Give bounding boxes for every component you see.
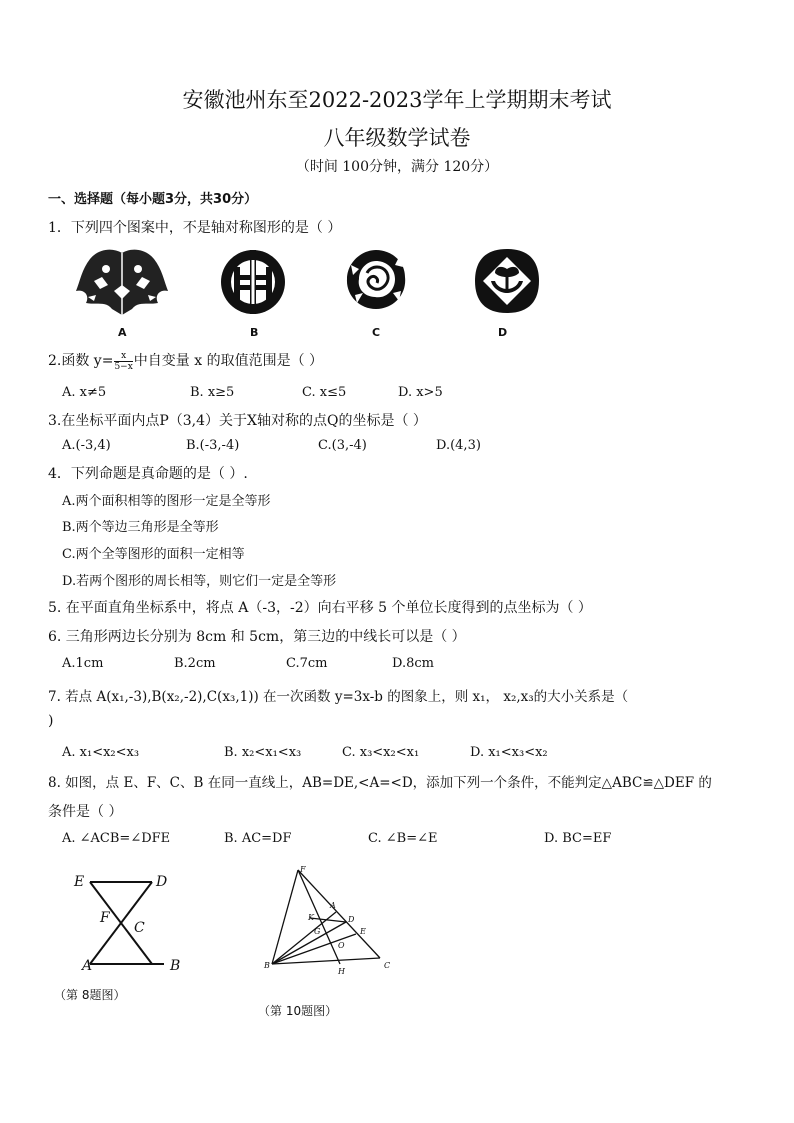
point-c: C bbox=[134, 920, 145, 936]
figure-10-caption: （第 10题图） bbox=[258, 1004, 338, 1018]
point-h: H bbox=[338, 967, 345, 976]
q7-option-c: C. x₃<x₂<x₁ bbox=[342, 745, 420, 760]
figure-10-diagram bbox=[258, 860, 398, 980]
q8-option-d: D. BC=EF bbox=[544, 831, 612, 846]
option-label-d: D bbox=[498, 326, 508, 339]
q8-option-a: A. ∠ACB=∠DFE bbox=[62, 831, 171, 846]
question-8: 8. 如图，点 E、F、C、B 在同一直线上，AB=DE,<A=<D，添加下列一个条件，不能判定△ABC≌△DEF 的 bbox=[48, 775, 712, 791]
option-label-a: A bbox=[118, 326, 127, 339]
q2-option-b: B. x≥5 bbox=[190, 385, 235, 400]
point-o: O bbox=[338, 941, 345, 950]
point-g: G bbox=[314, 927, 321, 936]
pattern-c-icon bbox=[343, 247, 409, 313]
figure-8-caption: （第 8题图） bbox=[54, 988, 126, 1002]
exam-meta: （时间 100分钟，满分 120分） bbox=[295, 159, 499, 175]
point-e: E bbox=[74, 874, 85, 890]
figure-8-diagram bbox=[60, 868, 200, 978]
exam-subtitle: 八年级数学试卷 bbox=[323, 126, 471, 150]
q2-option-d: D. x>5 bbox=[398, 385, 443, 400]
pattern-d-icon bbox=[473, 247, 541, 315]
point-b: B bbox=[170, 958, 181, 974]
fraction-numerator: x bbox=[114, 351, 132, 362]
point-f: F bbox=[100, 910, 110, 926]
exam-title: 安徽池州东至2022-2023学年上学期期末考试 bbox=[182, 88, 612, 112]
point-k: K bbox=[308, 913, 314, 922]
question-1: 1．下列四个图案中，不是轴对称图形的是（ ） bbox=[48, 220, 342, 236]
q2-option-a: A. x≠5 bbox=[62, 385, 107, 400]
fraction bbox=[114, 351, 132, 372]
fraction-denominator: 5−x bbox=[114, 361, 133, 372]
option-label-b: B bbox=[250, 326, 259, 339]
pattern-b-icon bbox=[218, 247, 288, 317]
question-7-continued: ) bbox=[48, 713, 54, 729]
q7-option-d: D. x₁<x₃<x₂ bbox=[470, 745, 548, 760]
question-7: 7. 若点 A(x₁,-3),B(x₂,-2),C(x₃,1)) 在一次函数 y=3x-b 的图象上，则 x₁， x₂,x₃的大小关系是（ bbox=[48, 689, 629, 705]
q4-option-c: C.两个全等图形的面积一定相等 bbox=[62, 547, 245, 562]
question-6: 6. 三角形两边长分别为 8cm 和 5cm，第三边的中线长可以是（ ） bbox=[48, 629, 466, 645]
pattern-a-icon bbox=[72, 245, 172, 317]
q4-option-b: B.两个等边三角形是全等形 bbox=[62, 520, 219, 535]
point-d: D bbox=[156, 874, 168, 890]
section-heading: 一、选择题（每小题3分，共30分） bbox=[48, 192, 258, 207]
q4-option-d: D.若两个图形的周长相等，则它们一定是全等形 bbox=[62, 574, 337, 589]
question-3: 3.在坐标平面内点P（3,4）关于X轴对称的点Q的坐标是（ ） bbox=[48, 413, 427, 429]
q3-option-d: D.(4,3) bbox=[436, 438, 481, 453]
point-d-10: D bbox=[348, 915, 355, 924]
q6-option-d: D.8cm bbox=[392, 656, 434, 671]
q7-option-a: A. x₁<x₂<x₃ bbox=[62, 745, 140, 760]
q2-option-c: C. x≤5 bbox=[302, 385, 347, 400]
point-a-10: A bbox=[330, 901, 336, 910]
q8-option-b: B. AC=DF bbox=[224, 831, 292, 846]
q3-option-c: C.(3,-4) bbox=[318, 438, 367, 453]
q7-option-b: B. x₂<x₁<x₃ bbox=[224, 745, 302, 760]
point-f-10: F bbox=[300, 865, 306, 874]
question-8-continued: 条件是（ ） bbox=[48, 804, 123, 820]
question-4: 4．下列命题是真命题的是（ ）. bbox=[48, 466, 248, 482]
point-a: A bbox=[82, 958, 93, 974]
q8-option-c: C. ∠B=∠E bbox=[368, 831, 438, 846]
point-e-10: E bbox=[360, 927, 366, 936]
question-2-pre: 2.函数 y= bbox=[48, 353, 114, 369]
q6-option-b: B.2cm bbox=[174, 656, 216, 671]
q6-option-c: C.7cm bbox=[286, 656, 328, 671]
q6-option-a: A.1cm bbox=[62, 656, 104, 671]
question-2 bbox=[48, 350, 323, 372]
q4-option-a: A.两个面积相等的图形一定是全等形 bbox=[62, 494, 271, 509]
option-label-c: C bbox=[372, 326, 381, 339]
question-2-post: 中自变量 x 的取值范围是（ ） bbox=[133, 353, 324, 369]
point-b-10: B bbox=[264, 961, 270, 970]
question-5: 5. 在平面直角坐标系中，将点 A（-3，-2）向右平移 5 个单位长度得到的点坐标为（ ） bbox=[48, 600, 592, 616]
point-c-10: C bbox=[384, 961, 391, 970]
q3-option-a: A.(-3,4) bbox=[62, 438, 111, 453]
q3-option-b: B.(-3,-4) bbox=[186, 438, 240, 453]
